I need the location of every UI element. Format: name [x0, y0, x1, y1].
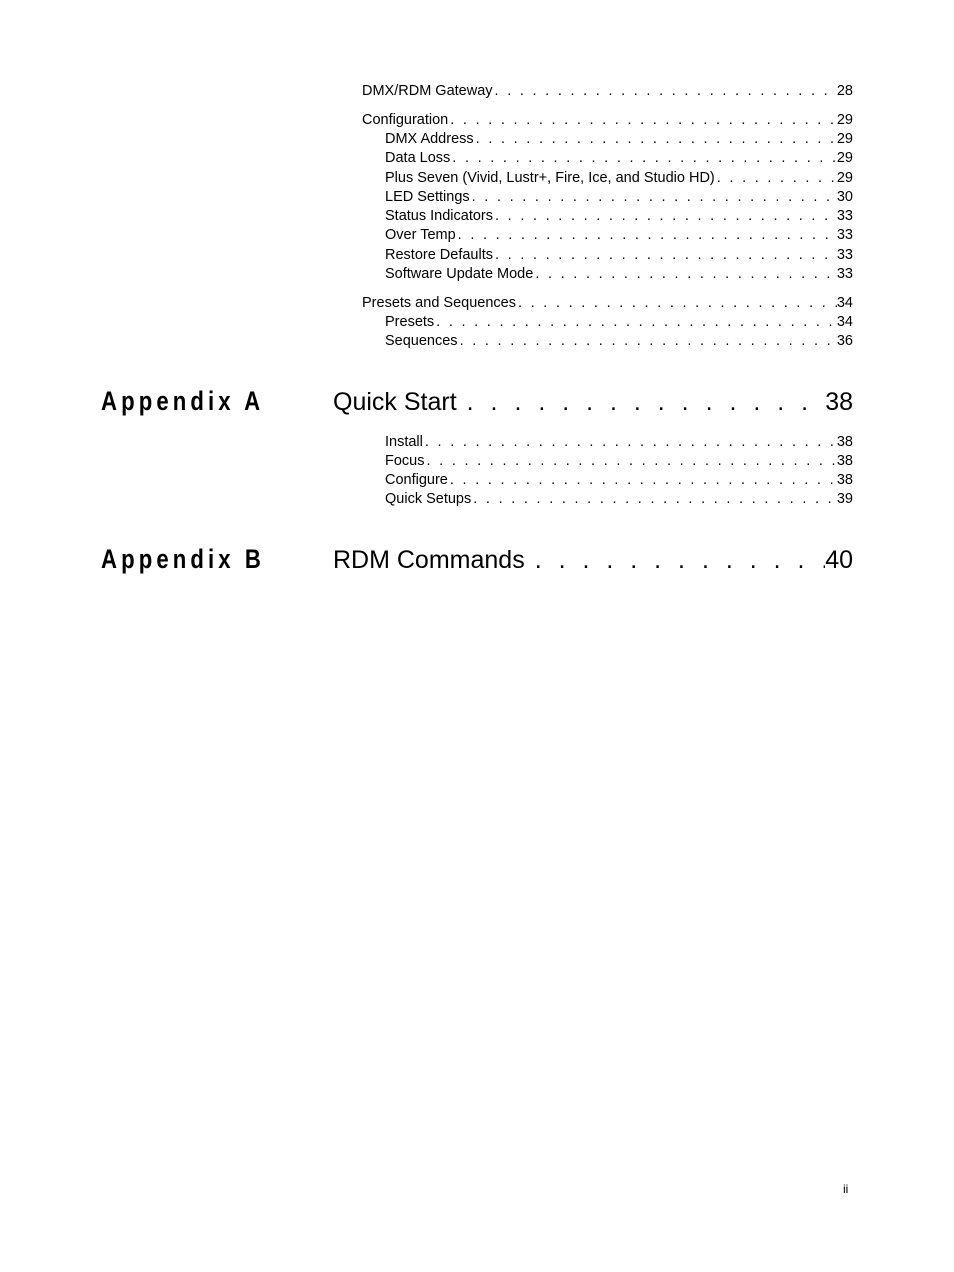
toc-entry-title: Configure — [385, 472, 448, 488]
leader-dots — [516, 294, 837, 312]
toc-entry-page: 34 — [836, 295, 853, 311]
leader-dots — [715, 169, 837, 187]
toc-entry[interactable] — [385, 188, 853, 206]
leader-dots — [470, 188, 837, 206]
toc-entry-title: DMX/RDM Gateway — [362, 83, 493, 99]
leader-dots — [434, 313, 837, 331]
toc-entry-page: 30 — [836, 189, 853, 205]
leader-dots — [457, 387, 826, 417]
toc-entry[interactable] — [362, 111, 853, 129]
toc-entry[interactable] — [385, 433, 853, 451]
toc-entry-title: Status Indicators — [385, 208, 493, 224]
leader-dots — [450, 149, 837, 167]
toc-entry[interactable] — [385, 265, 853, 283]
toc-entry[interactable] — [362, 82, 853, 100]
page-number: ii — [843, 1182, 849, 1196]
toc-entry-title: Restore Defaults — [385, 247, 493, 263]
toc-entry-title: Plus Seven (Vivid, Lustr+, Fire, Ice, and Studio HD) — [385, 170, 715, 186]
toc-entry-title: Install — [385, 434, 423, 450]
toc-entry[interactable] — [385, 332, 853, 350]
leader-dots — [456, 226, 837, 244]
toc-entry-title: Sequences — [385, 333, 458, 349]
toc-entry-page: 36 — [836, 333, 853, 349]
toc-entry-title: Data Loss — [385, 150, 451, 166]
toc-entry-page: 29 — [836, 150, 853, 166]
toc-entry[interactable] — [385, 149, 853, 167]
toc-entry[interactable] — [385, 207, 853, 225]
toc-entry[interactable] — [385, 313, 853, 331]
toc-entry-page: 29 — [836, 131, 853, 147]
appendix-b-page: 40 — [825, 546, 853, 574]
leader-dots — [493, 246, 837, 264]
toc-entry-page: 38 — [836, 453, 853, 469]
toc-entry[interactable] — [385, 452, 853, 470]
toc-entry[interactable] — [385, 226, 853, 244]
toc-entry-page: 38 — [836, 472, 853, 488]
toc-entry-title: Presets — [385, 314, 435, 330]
toc-entry-page: 33 — [836, 227, 853, 243]
leader-dots — [448, 111, 837, 129]
appendix-b-heading[interactable] — [333, 545, 853, 575]
leader-dots — [423, 433, 837, 451]
toc-entry[interactable] — [362, 294, 853, 312]
leader-dots — [525, 545, 825, 575]
toc-entry[interactable] — [385, 490, 853, 508]
leader-dots — [493, 82, 837, 100]
leader-dots — [493, 207, 837, 225]
leader-dots — [533, 265, 837, 283]
appendix-b-label: Appendix B — [101, 544, 266, 574]
toc-entry-title: Focus — [385, 453, 425, 469]
leader-dots — [425, 452, 837, 470]
toc-entry-page: 38 — [836, 434, 853, 450]
appendix-a-heading[interactable] — [333, 387, 853, 417]
toc-entry-title: Quick Setups — [385, 491, 472, 507]
leader-dots — [458, 332, 837, 350]
toc-entry-title: LED Settings — [385, 189, 470, 205]
toc-entry[interactable] — [385, 246, 853, 264]
appendix-a-title: Quick Start — [333, 388, 457, 416]
toc-entry-page: 29 — [836, 170, 853, 186]
toc-entry-title: DMX Address — [385, 131, 474, 147]
toc-entry-page: 33 — [836, 208, 853, 224]
toc-entry-title: Over Temp — [385, 227, 456, 243]
toc-entry-page: 28 — [836, 83, 853, 99]
leader-dots — [474, 130, 837, 148]
toc-entry-page: 34 — [836, 314, 853, 330]
toc-entry-page: 29 — [836, 112, 853, 128]
toc-entry[interactable] — [385, 130, 853, 148]
toc-entry-page: 39 — [836, 491, 853, 507]
toc-entry[interactable] — [385, 169, 853, 187]
leader-dots — [471, 490, 837, 508]
toc-entry-title: Software Update Mode — [385, 266, 534, 282]
toc-entry[interactable] — [385, 471, 853, 489]
appendix-a-label: Appendix A — [101, 386, 265, 416]
leader-dots — [448, 471, 837, 489]
toc-entry-page: 33 — [836, 266, 853, 282]
toc-entry-title: Configuration — [362, 112, 449, 128]
toc-entry-title: Presets and Sequences — [362, 295, 516, 311]
toc-entry-page: 33 — [836, 247, 853, 263]
appendix-a-page: 38 — [825, 388, 853, 416]
appendix-b-title: RDM Commands — [333, 546, 525, 574]
